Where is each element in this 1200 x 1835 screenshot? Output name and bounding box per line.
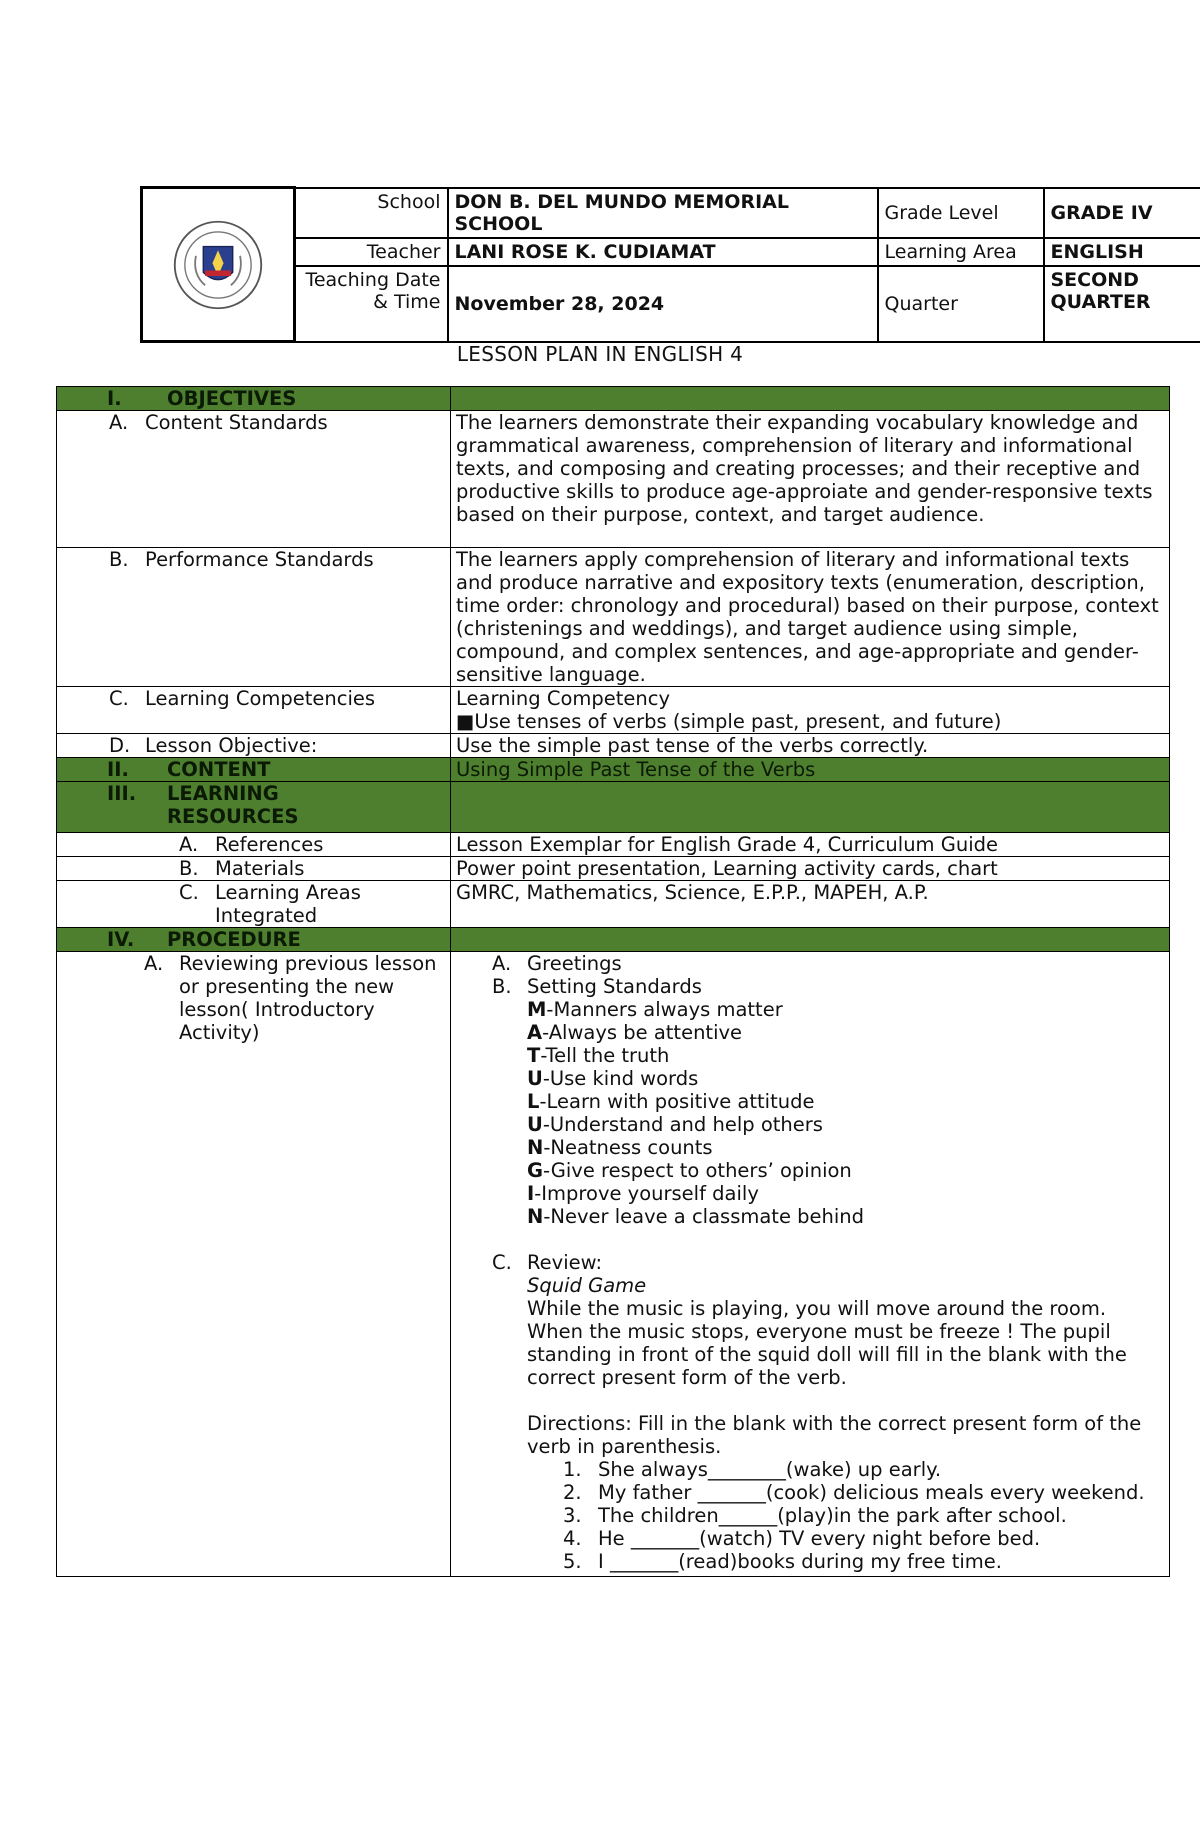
list-item [456,1251,1164,1274]
exercise-number: 4. [563,1527,582,1550]
section-title: OBJECTIVES [167,387,297,410]
standard-letter: I [527,1182,535,1205]
exercise-item [527,1550,1164,1573]
exercise-item [527,1527,1164,1550]
standard-letter: N [527,1205,544,1228]
exercise-number: 1. [563,1458,582,1481]
teacher-label: Teacher [295,238,448,266]
quarter-label: Quarter [878,266,1044,342]
item-letter: A. [492,952,512,975]
item-letter: B. [492,975,512,998]
exercise-sentence: My father _______(cook) delicious meals every weekend. [598,1481,1145,1504]
learning-competencies-row [57,687,1170,734]
exercise-number: 2. [563,1481,582,1504]
materials-row [57,857,1170,881]
section-number: I. [107,387,122,410]
item-letter: C. [179,881,199,904]
exercise-sentence: He _______(watch) TV every night before bed. [598,1527,1041,1550]
resources-section-row [57,782,1170,833]
logo-cell [142,188,295,342]
lesson-plan-table [56,386,1170,1577]
integrated-areas-value: GMRC, Mathematics, Science, E.P.P., MAPEH, A.P. [451,881,1170,928]
learning-area-label: Learning Area [878,238,1044,266]
performance-standards-label: Performance Standards [145,548,374,571]
greetings-text: Greetings [527,952,622,975]
standard-letter: U [527,1067,543,1090]
item-letter: C. [109,687,129,710]
standard-text: -Improve yourself daily [534,1182,759,1205]
standard-letter: N [527,1136,544,1159]
integrated-areas-row [57,881,1170,928]
review-title: Review: [527,1251,603,1274]
teacher-value: LANI ROSE K. CUDIAMAT [448,238,878,266]
standard-item [527,998,1164,1021]
standard-item [527,1067,1164,1090]
exercise-items [527,1458,1164,1573]
exercise-item [527,1481,1164,1504]
standard-text: -Give respect to others’ opinion [543,1159,852,1182]
setting-standards-title: Setting Standards [527,975,702,998]
section-title: CONTENT [167,758,271,781]
references-value: Lesson Exemplar for English Grade 4, Curriculum Guide [451,833,1170,857]
standard-text: -Understand and help others [542,1113,823,1136]
exercise-sentence: I _______(read)books during my free time. [598,1550,1002,1573]
teaching-date-value: November 28, 2024 [448,266,878,342]
competency-item: ■Use tenses of verbs (simple past, present, and future) [456,710,1002,733]
standard-text: -Tell the truth [540,1044,670,1067]
standard-text: -Always be attentive [542,1021,743,1044]
grade-level-value: GRADE IV [1044,188,1200,238]
materials-value: Power point presentation, Learning activity cards, chart [451,857,1170,881]
school-header-table [140,186,1200,343]
lesson-plan-title-text: LESSON PLAN IN ENGLISH 4 [456,342,744,366]
standard-item [527,1159,1164,1182]
learning-area-value: ENGLISH [1044,238,1200,266]
procedure-section-row [57,928,1170,952]
game-title: Squid Game [527,1274,647,1297]
lesson-plan-title [0,342,1200,366]
standard-text: -Learn with positive attitude [539,1090,815,1113]
materials-label: Materials [215,857,305,880]
list-item [456,975,1164,998]
section-title: PROCEDURE [167,928,301,951]
learning-competencies-label: Learning Competencies [145,687,376,710]
review-step [456,1251,1164,1274]
item-letter: A. [109,411,129,434]
section-number: IV. [107,928,135,951]
standard-letter: G [527,1159,544,1182]
lesson-objective-label: Lesson Objective: [145,734,318,757]
introductory-activity-row [57,952,1170,1577]
item-letter: B. [179,857,199,880]
exercise-directions: Directions: Fill in the blank with the correct present form of the verb in parenthesis. [527,1412,1142,1458]
performance-standards-row [57,548,1170,687]
standard-item [527,1113,1164,1136]
standard-text: -Use kind words [542,1067,699,1090]
exercise-number: 5. [563,1550,582,1573]
standard-item [527,1090,1164,1113]
section-number: II. [107,758,129,781]
standard-text: -Manners always matter [546,998,783,1021]
content-standards-row [57,411,1170,548]
list-item [456,952,1164,975]
teaching-date-label: Teaching Date & Time [295,266,448,342]
school-label: School [295,188,448,238]
standard-letter: A [527,1021,543,1044]
exercise-number: 3. [563,1504,582,1527]
exercise-sentence: She always________(wake) up early. [598,1458,942,1481]
grade-level-label: Grade Level [878,188,1044,238]
exercise-item [527,1504,1164,1527]
standard-letter: U [527,1113,543,1136]
section-title: LEARNING RESOURCES [167,782,299,828]
references-row [57,833,1170,857]
standard-letter: L [527,1090,540,1113]
item-letter: A. [179,833,199,856]
standard-item [527,1021,1164,1044]
school-value: DON B. DEL MUNDO MEMORIAL SCHOOL [448,188,878,238]
lesson-objective-text: Use the simple past tense of the verbs correctly. [451,734,1170,758]
item-letter: C. [492,1251,512,1274]
standard-text: -Neatness counts [543,1136,713,1159]
integrated-areas-label: Learning Areas Integrated [215,881,361,927]
quarter-value: SECOND QUARTER [1044,266,1200,342]
section-number: III. [107,782,137,805]
standard-item [527,1205,1164,1228]
item-letter: D. [109,734,131,757]
standard-text: -Never leave a classmate behind [543,1205,865,1228]
deped-seal-icon [172,219,264,311]
standard-item [527,1044,1164,1067]
standard-letter: M [527,998,547,1021]
standard-letter: T [527,1044,541,1067]
standards-acronym-list [456,998,1164,1228]
standard-item [527,1136,1164,1159]
exercise-sentence: The children______(play)in the park after school. [598,1504,1067,1527]
performance-standards-text: The learners apply comprehension of literary and informational texts and produce narrative and expository texts (enumeration, description, time order: chronology and procedural) based on their purpose, context (christenings and weddings), and target audience using simple, compound, and complex sentences, and age-appropriate and gender-sensitive language. [451,548,1170,687]
standard-item [527,1182,1164,1205]
introductory-activity-label: Reviewing previous lesson or presenting the new lesson( Introductory Activity) [179,952,437,1044]
content-standards-text: The learners demonstrate their expanding vocabulary knowledge and grammatical awareness, comprehension of literary and informational texts, and composing and creating processes; and their receptive and productive skills to produce age-approiate and gender-responsive texts based on their purpose, context, and target audience. [451,411,1170,548]
procedure-steps [456,952,1164,998]
objectives-section-row [57,387,1170,411]
lesson-objective-row [57,734,1170,758]
content-standards-label: Content Standards [145,411,328,434]
competency-heading: Learning Competency [456,687,671,710]
item-letter: B. [109,548,129,571]
exercise-item [527,1458,1164,1481]
game-instructions: While the music is playing, you will move around the room. When the music stops, everyone must be freeze ! The pupil standing in front of the squid doll will fill in the blank with the correct present form of the verb. [527,1297,1127,1389]
references-label: References [215,833,324,856]
item-letter: A. [144,952,164,975]
content-section-row [57,758,1170,782]
content-value: Using Simple Past Tense of the Verbs [451,758,1170,782]
